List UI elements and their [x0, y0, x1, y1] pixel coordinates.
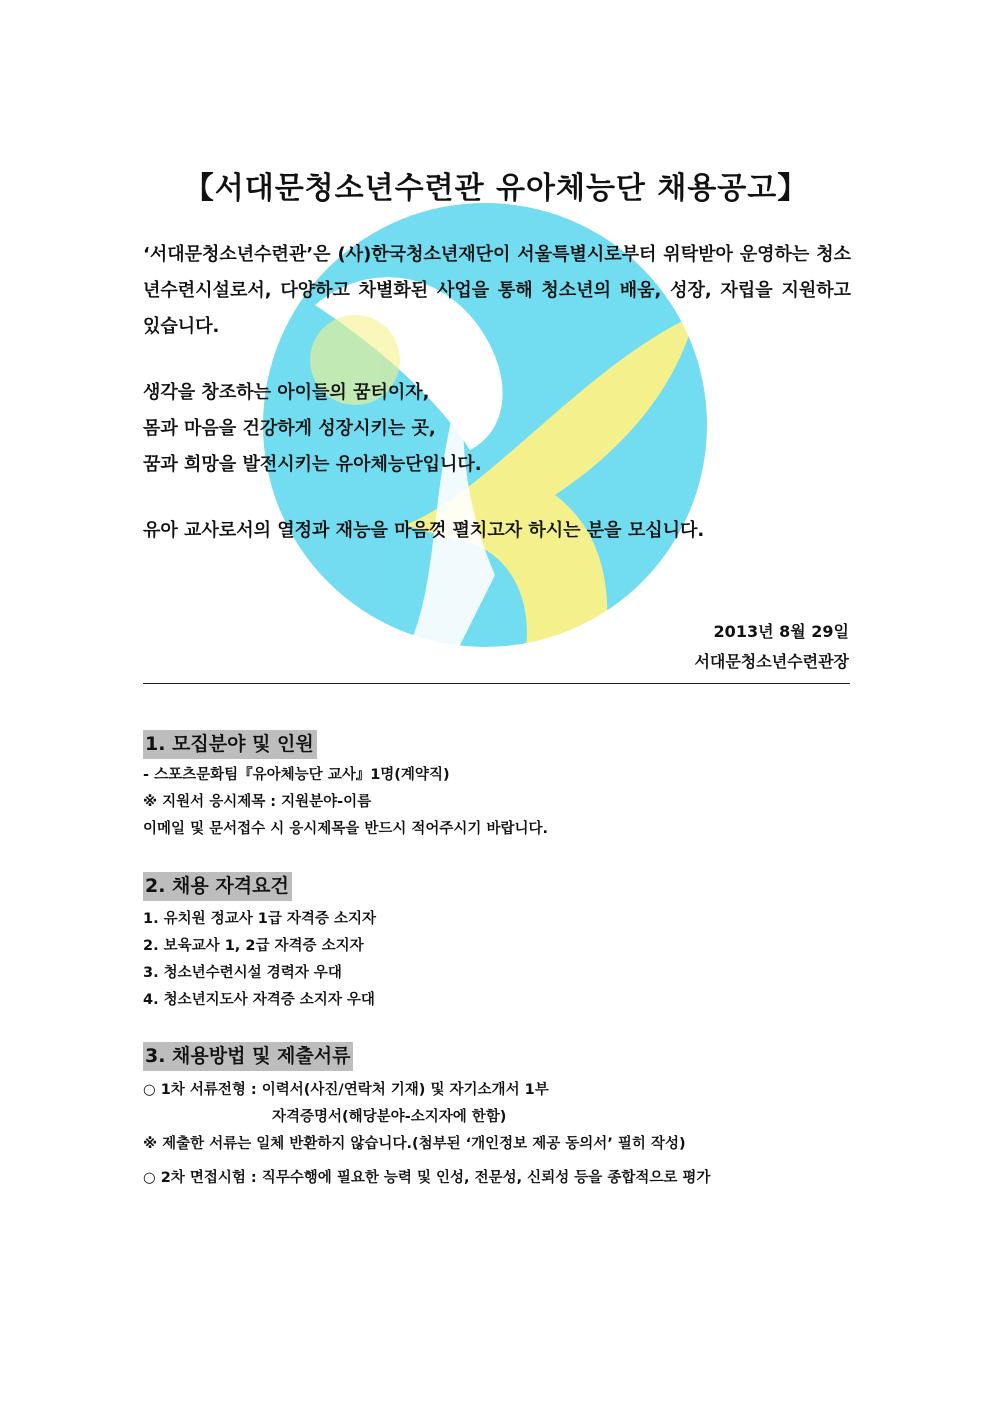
- section-line: - 스포츠문화팀『유아체능단 교사』1명(계약직): [143, 767, 450, 783]
- slogan-line: 꿈과 희망을 발전시키는 유아체능단입니다.: [143, 454, 482, 475]
- divider: [143, 683, 850, 684]
- section-line: 2. 보육교사 1, 2급 자격증 소지자: [143, 938, 364, 954]
- section-line: 이메일 및 문서접수 시 응시제목을 반드시 적어주시기 바랍니다.: [143, 821, 549, 837]
- section-line: ※ 제출한 서류는 일체 반환하지 않습니다.(첨부된 ‘개인정보 제공 동의서’ 필히 작성): [143, 1136, 686, 1152]
- page-title: 【서대문청소년수련관 유아체능단 채용공고】: [183, 171, 809, 206]
- invitation-text: 유아 교사로서의 열정과 재능을 마음껏 펼치고자 하시는 분을 모십니다.: [143, 520, 705, 541]
- section-line: ○ 2차 면접시험 : 직무수행에 필요한 능력 및 인성, 전문성, 신뢰성 등을 종합적으로 평가: [143, 1170, 711, 1186]
- section-heading-qualifications: 2. 채용 자격요건: [143, 872, 292, 901]
- slogan-line: 몸과 마음을 건강하게 성장시키는 곳,: [143, 418, 436, 439]
- section-heading-recruitment: 1. 모집분야 및 인원: [143, 730, 317, 759]
- section-line: ※ 지원서 응시제목 : 지원분야-이름: [143, 794, 372, 810]
- section-line: 1. 유치원 정교사 1급 자격증 소지자: [143, 911, 377, 927]
- section-line: 3. 청소년수련시설 경력자 우대: [143, 965, 342, 981]
- section-line: 자격증명서(해당분야-소지자에 한함): [272, 1109, 507, 1125]
- section-line: 4. 청소년지도사 자격증 소지자 우대: [143, 992, 375, 1008]
- slogan-line: 생각을 창조하는 아이들의 꿈터이자,: [143, 382, 430, 403]
- section-heading-method: 3. 채용방법 및 제출서류: [143, 1042, 353, 1071]
- section-line: ○ 1차 서류전형 : 이력서(사진/연락처 기재) 및 자기소개서 1부: [143, 1082, 549, 1098]
- intro-paragraph: ‘서대문청소년수련관’은 (사)한국청소년재단이 서울특별시로부터 위탁받아 운영하는 청소년수련시설로서, 다양하고 차별화된 사업을 통해 청소년의 배움, 성장, 자립을 지원하고 있습니다.: [143, 244, 851, 337]
- slogan: [143, 375, 482, 483]
- notice-date: 2013년 8월 29일: [713, 622, 849, 641]
- signer-name: 서대문청소년수련관장: [694, 652, 849, 671]
